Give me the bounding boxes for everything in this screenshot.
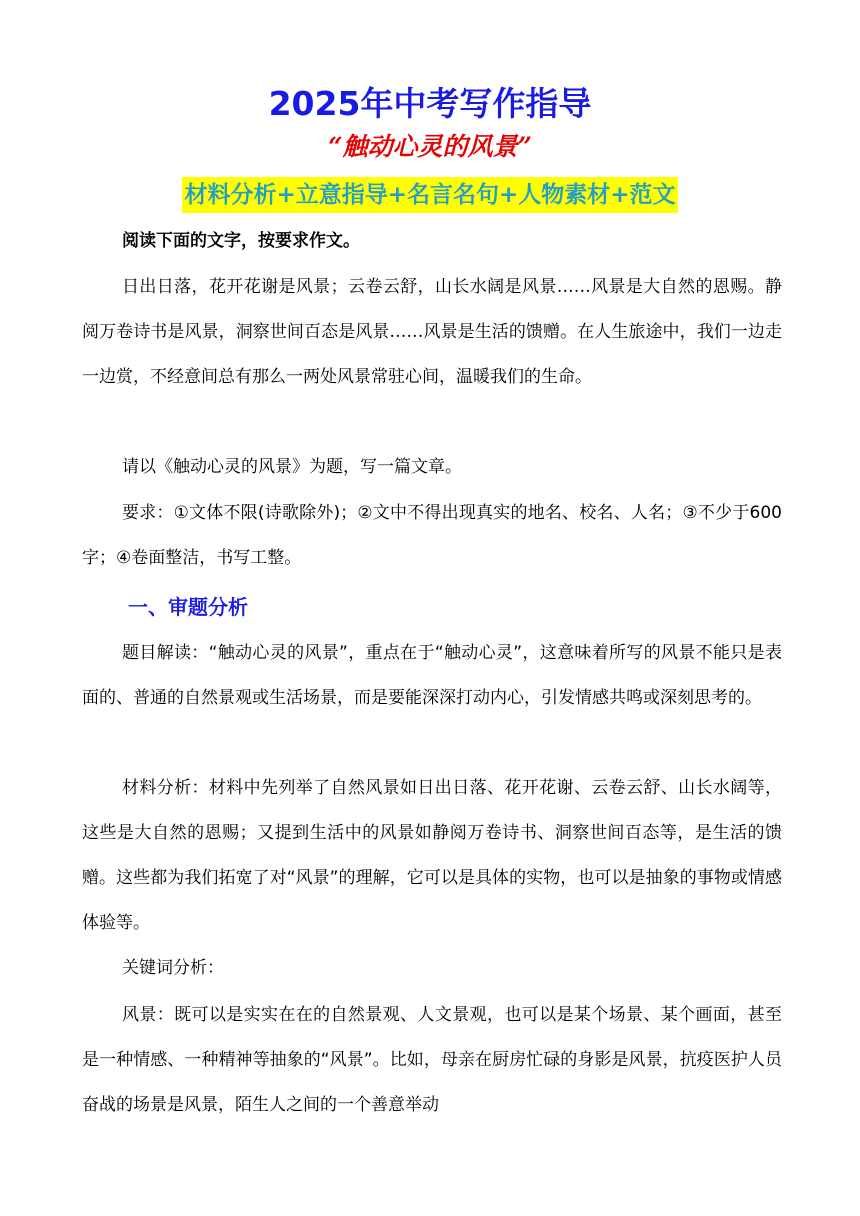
essay-topic-subtitle: “触动心灵的风景” [328, 132, 532, 161]
document-title: 2025年中考写作指导 [268, 84, 592, 123]
keyword-analysis-label: 关键词分析： [122, 958, 224, 978]
section-heading: 一、审题分析 [128, 595, 248, 619]
prompt-requirements: 要求：①文体不限(诗歌除外)；②文中不得出现真实的地名、校名、人名；③不少于600字；④卷面整洁，书写工整。 [82, 503, 782, 568]
material-analysis-paragraph: 材料分析：材料中先列举了自然风景如日出日落、花开花谢、云卷云舒、山长水阔等，这些是大自然的恩赐；又提到生活中的风景如静阅万卷诗书、洞察世间百态等，是生活的馈赠。这些都为我们拓宽了对“风景”的理解，它可以是具体的实物，也可以是抽象的事物或情感体验等。 [82, 778, 782, 933]
prompt-material: 日出日落，花开花谢是风景；云卷云舒，山长水阔是风景……风景是大自然的恩赐。静阅万卷诗书是风景，洞察世间百态是风景……风景是生活的馈赠。在人生旅途中，我们一边走一边赏，不经意间总有那么一两处风景常驻心间，温暖我们的生命。 [82, 277, 782, 387]
banner-container [0, 177, 860, 213]
prompt-task: 请以《触动心灵的风景》为题，写一篇文章。 [122, 457, 462, 477]
prompt-instruction: 阅读下面的文字，按要求作文。 [122, 231, 360, 251]
keyword-scenery-paragraph: 风景：既可以是实实在在的自然景观、人文景观，也可以是某个场景、某个画面，甚至是一种情感、一种精神等抽象的“风景”。比如，母亲在厨房忙碌的身影是风景，抗疫医护人员奋战的场景是风景，陌生人之间的一个善意举动 [82, 1005, 782, 1115]
contents-banner: 材料分析+立意指导+名言名句+人物素材+范文 [182, 177, 677, 213]
title-reading-paragraph: 题目解读：“触动心灵的风景”，重点在于“触动心灵”，这意味着所写的风景不能只是表面的、普通的自然景观或生活场景，而是要能深深打动内心，引发情感共鸣或深刻思考的。 [82, 643, 782, 708]
